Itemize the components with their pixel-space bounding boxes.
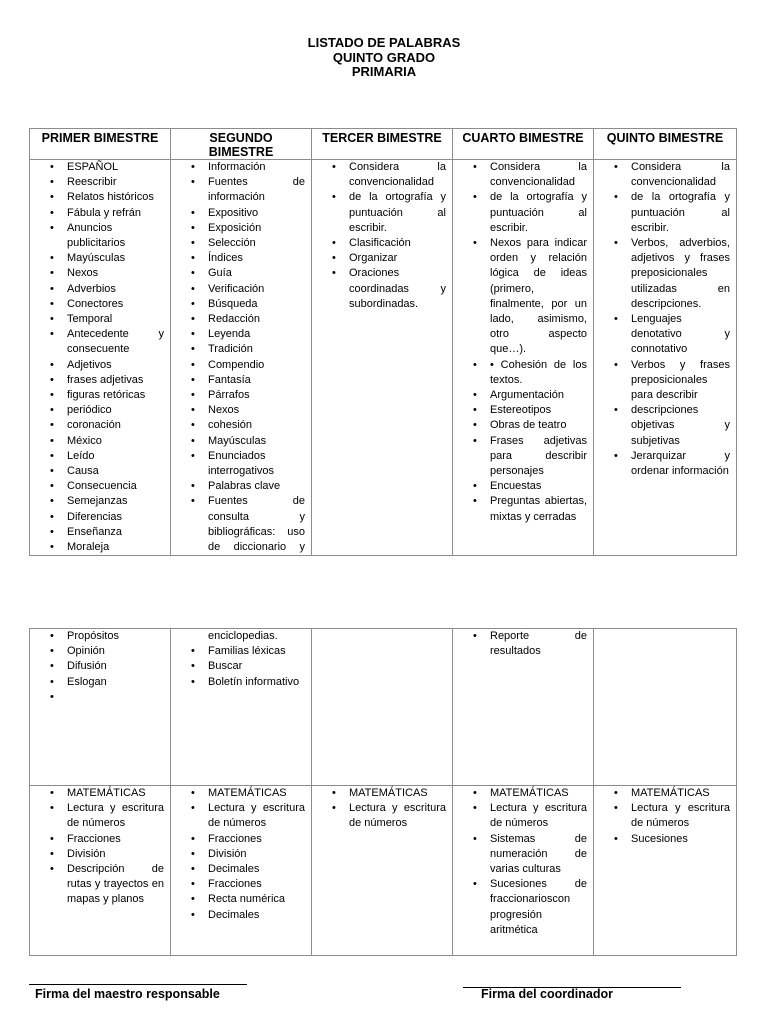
- list-item: • Verbos, adverbios, adjetivos y frases preposicionales utilizadas en descripciones.: [594, 236, 730, 312]
- list-item: • Lectura y escritura de números: [30, 801, 164, 831]
- title-line-2: QUINTO GRADO: [332, 49, 436, 65]
- list-item: • Nexos: [171, 403, 305, 418]
- list-item: • Fantasía: [171, 373, 305, 388]
- list-item: • Decimales: [171, 862, 305, 877]
- list-item: • cohesión: [171, 418, 305, 433]
- list-item: • Fracciones: [171, 877, 305, 892]
- list-item: • coronación: [30, 418, 164, 433]
- list-item: • Sistemas de numeración de varias culturas: [453, 832, 587, 878]
- list-item: • Mayúsculas: [30, 251, 164, 266]
- list-item: • Leído: [30, 449, 164, 464]
- list-item: • División: [30, 847, 164, 862]
- list-item: • de la ortografía y puntuación al escribir.: [312, 190, 446, 236]
- list-item: • Sucesiones: [594, 832, 730, 847]
- list-item: • Nexos para indicar orden y relación lógica de ideas (primero, finalmente, por un lado, asimismo, otro aspecto que…).: [453, 236, 587, 358]
- list-item: • frases adjetivas: [30, 373, 164, 388]
- list-item: • Selección: [171, 236, 305, 251]
- list-item-empty: [30, 690, 164, 705]
- list-item: • Oraciones coordinadas y subordinadas.: [312, 266, 446, 312]
- list-item: • Adverbios: [30, 282, 164, 297]
- primer-bimestre-cell: [30, 160, 171, 556]
- word-list-table-page-2: [29, 628, 737, 956]
- list-item: • México: [30, 434, 164, 449]
- list-item: • MATEMÁTICAS: [453, 786, 587, 801]
- primer-bimestre-list: [30, 160, 170, 555]
- list-item: • Compendio: [171, 358, 305, 373]
- list-item: • División: [171, 847, 305, 862]
- title-line-3: PRIMARIA: [351, 64, 417, 79]
- list-item: • Lectura y escritura de números: [312, 801, 446, 831]
- list-item: • Lectura y escritura de números: [171, 801, 305, 831]
- segundo-bimestre-list: [171, 160, 311, 555]
- list-item: • de la ortografía y puntuación al escribir.: [594, 190, 730, 236]
- list-item: • Causa: [30, 464, 164, 479]
- list-item: • Fracciones: [171, 832, 305, 847]
- list-item: • Argumentación: [453, 388, 587, 403]
- tercer-bimestre-cont-cell: [312, 629, 453, 786]
- list-item: • Guía: [171, 266, 305, 281]
- list-item: • Reescribir: [30, 175, 164, 190]
- list-item: • Eslogan: [30, 675, 164, 690]
- list-item: • Enseñanza: [30, 525, 164, 540]
- list-item: • Temporal: [30, 312, 164, 327]
- continued-text: enciclopedias.: [208, 630, 278, 642]
- matematicas-tercer-list: [312, 786, 452, 832]
- quinto-bimestre-cont-cell: [594, 629, 737, 786]
- list-item: • Lenguajes denotativo y connotativo: [594, 312, 730, 358]
- list-item: • Exposición: [171, 221, 305, 236]
- list-item: • Tradición: [171, 342, 305, 357]
- list-item: • Lectura y escritura de números: [453, 801, 587, 831]
- list-item: • Índices: [171, 251, 305, 266]
- cuarto-bimestre-cont-list: [453, 629, 593, 659]
- primer-bimestre-cont-cell: [30, 629, 171, 786]
- header-cuarto-bimestre: CUARTO BIMESTRE: [453, 129, 594, 160]
- list-item: • Diferencias: [30, 510, 164, 525]
- list-item: • Clasificación: [312, 236, 446, 251]
- list-item: • Obras de teatro: [453, 418, 587, 433]
- list-item: • Adjetivos: [30, 358, 164, 373]
- tercer-bimestre-cell: [312, 160, 453, 556]
- list-item: • Consecuencia: [30, 479, 164, 494]
- list-item: • Información: [171, 160, 305, 175]
- list-item: • Redacción: [171, 312, 305, 327]
- list-item: • Preguntas abiertas, mixtas y cerradas: [453, 494, 587, 524]
- header-quinto-bimestre: QUINTO BIMESTRE: [594, 129, 737, 160]
- list-item: • figuras retóricas: [30, 388, 164, 403]
- list-item: • Fracciones: [30, 832, 164, 847]
- title-line-1: LISTADO DE PALABRAS: [307, 35, 461, 50]
- teacher-signature-line: [29, 984, 247, 985]
- tercer-bimestre-list: [312, 160, 452, 312]
- list-item: • Difusión: [30, 659, 164, 674]
- list-item: • Decimales: [171, 908, 305, 923]
- list-item: • ESPAÑOL: [30, 160, 164, 175]
- list-item: • Enunciados interrogativos: [171, 449, 305, 479]
- list-item: • Anuncios publicitarios: [30, 221, 164, 251]
- list-item: • MATEMÁTICAS: [171, 786, 305, 801]
- list-item: • Moraleja: [30, 540, 164, 555]
- quinto-bimestre-cell: [594, 160, 737, 556]
- header-segundo-bimestre: SEGUNDO BIMESTRE: [171, 129, 312, 160]
- list-item: • Opinión: [30, 644, 164, 659]
- list-item: • Búsqueda: [171, 297, 305, 312]
- list-item: • descripciones objetivas y subjetivas: [594, 403, 730, 449]
- list-item: • Fábula y refrán: [30, 206, 164, 221]
- list-item: • MATEMÁTICAS: [594, 786, 730, 801]
- quinto-bimestre-list: [594, 160, 736, 479]
- list-item: • Fuentes de consulta y bibliográficas: uso de diccionario y: [171, 494, 305, 555]
- matematicas-cuarto-cell: [453, 786, 594, 956]
- word-list-table-page-1: [29, 128, 737, 556]
- segundo-bimestre-cont-cell: [171, 629, 312, 786]
- list-item: • Semejanzas: [30, 494, 164, 509]
- list-item: • Mayúsculas: [171, 434, 305, 449]
- segundo-bimestre-cell: [171, 160, 312, 556]
- list-item: • Familias léxicas: [171, 644, 305, 659]
- list-item: • Antecedente y consecuente: [30, 327, 164, 357]
- list-item: • Considera la convencionalidad: [594, 160, 730, 190]
- cuarto-bimestre-cell: [453, 160, 594, 556]
- coordinator-signature-label: Firma del coordinador: [481, 987, 613, 1001]
- list-item: • Organizar: [312, 251, 446, 266]
- list-item: • Jerarquizar y ordenar información: [594, 449, 730, 479]
- header-primer-bimestre: PRIMER BIMESTRE: [30, 129, 171, 160]
- list-item: • Frases adjetivas para describir personajes: [453, 434, 587, 480]
- matematicas-quinto-list: [594, 786, 736, 847]
- list-item: • Descripción de rutas y trayectos en mapas y planos: [30, 862, 164, 908]
- list-item: • Considera la convencionalidad: [453, 160, 587, 190]
- matematicas-quinto-cell: [594, 786, 737, 956]
- list-item: • Fuentes de información: [171, 175, 305, 205]
- list-item: • Leyenda: [171, 327, 305, 342]
- list-item: • Considera la convencionalidad: [312, 160, 446, 190]
- list-item: • Lectura y escritura de números: [594, 801, 730, 831]
- list-item: • Nexos: [30, 266, 164, 281]
- matematicas-segundo-cell: [171, 786, 312, 956]
- list-item: • Verbos y frases preposicionales para describir: [594, 358, 730, 404]
- list-item: • Palabras clave: [171, 479, 305, 494]
- teacher-signature-label: Firma del maestro responsable: [35, 987, 220, 1001]
- list-item: • Sucesiones de fraccionarioscon progresión aritmética: [453, 877, 587, 938]
- list-item: • Buscar: [171, 659, 305, 674]
- matematicas-cuarto-list: [453, 786, 593, 938]
- list-item: • Expositivo: [171, 206, 305, 221]
- matematicas-segundo-list: [171, 786, 311, 923]
- list-item: • periódico: [30, 403, 164, 418]
- list-item: • Relatos históricos: [30, 190, 164, 205]
- list-item: • Reporte de resultados: [453, 629, 587, 659]
- primer-bimestre-cont-list: [30, 629, 170, 705]
- list-item: • de la ortografía y puntuación al escribir.: [453, 190, 587, 236]
- cuarto-bimestre-cont-cell: [453, 629, 594, 786]
- header-tercer-bimestre: TERCER BIMESTRE: [312, 129, 453, 160]
- matematicas-primer-cell: [30, 786, 171, 956]
- list-item: • Conectores: [30, 297, 164, 312]
- list-item: • Párrafos: [171, 388, 305, 403]
- document-title: [0, 36, 768, 80]
- cuarto-bimestre-list: [453, 160, 593, 525]
- matematicas-tercer-cell: [312, 786, 453, 956]
- list-item: • MATEMÁTICAS: [312, 786, 446, 801]
- list-item: • Recta numérica: [171, 892, 305, 907]
- list-item: • Boletín informativo: [171, 675, 305, 690]
- list-item: • Verificación: [171, 282, 305, 297]
- list-item: • MATEMÁTICAS: [30, 786, 164, 801]
- segundo-bimestre-cont-list: [171, 644, 311, 690]
- list-item: • Propósitos: [30, 629, 164, 644]
- list-item: • Estereotipos: [453, 403, 587, 418]
- list-item: • • Cohesión de los textos.: [453, 358, 587, 388]
- list-item: • Encuestas: [453, 479, 587, 494]
- matematicas-primer-list: [30, 786, 170, 908]
